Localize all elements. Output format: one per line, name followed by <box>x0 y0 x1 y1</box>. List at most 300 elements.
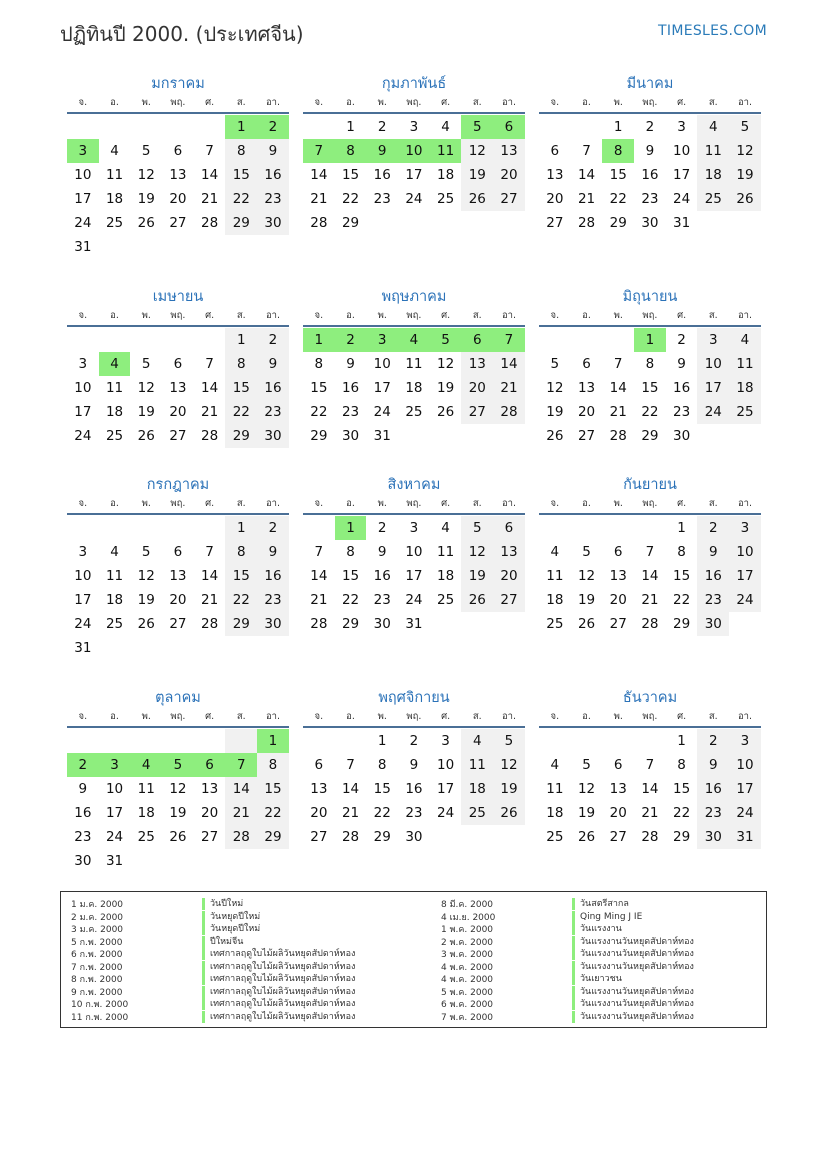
holiday-row <box>71 1011 355 1024</box>
day-cell: 28 <box>310 215 328 231</box>
holiday-date: 2 พ.ค. 2000 <box>441 937 494 948</box>
day-cell: 11 <box>405 356 423 372</box>
weekday-label: จ. <box>550 97 560 108</box>
empty-cell <box>130 115 162 139</box>
day-cell: 31 <box>673 215 691 231</box>
holiday-row <box>441 986 694 999</box>
day-cell: 9 <box>257 352 289 376</box>
empty-cell <box>602 328 634 352</box>
empty-cell <box>67 516 99 540</box>
day-cell: 5 <box>729 115 761 139</box>
day-cell: 15 <box>373 781 391 797</box>
weekday-label: อ. <box>346 711 355 722</box>
day-cell: 15 <box>310 380 328 396</box>
empty-cell <box>99 729 131 753</box>
day-cell: 14 <box>201 380 219 396</box>
day-cell: 30 <box>341 428 360 444</box>
day-cell: 2 <box>257 115 289 139</box>
day-cell: 15 <box>341 167 360 183</box>
weekday-label: ศ. <box>205 711 215 722</box>
day-cell: 31 <box>405 616 423 632</box>
day-cell: 1 <box>613 119 623 135</box>
weekday-label: จ. <box>314 498 324 509</box>
site-link[interactable]: TIMESLES.COM <box>658 23 767 39</box>
day-cell: 23 <box>257 588 289 612</box>
holiday-row <box>71 961 355 974</box>
day-cell: 22 <box>341 592 360 608</box>
day-cell: 20 <box>493 163 525 187</box>
empty-cell <box>162 636 194 660</box>
empty-cell <box>430 424 462 448</box>
day-cell: 8 <box>645 356 655 372</box>
day-cell: 28 <box>641 616 659 632</box>
day-cell: 22 <box>641 404 659 420</box>
day-cell: 8 <box>335 139 367 163</box>
day-cell: 5 <box>141 356 151 372</box>
day-cell: 15 <box>641 380 659 396</box>
empty-cell <box>225 235 257 259</box>
empty-cell <box>398 211 430 235</box>
weekday-label: ศ. <box>205 310 215 321</box>
empty-cell <box>130 328 162 352</box>
day-cell: 28 <box>493 400 525 424</box>
day-cell: 3 <box>409 520 419 536</box>
month-name: มกราคม <box>151 76 205 92</box>
day-cell: 23 <box>697 588 729 612</box>
holiday-name: วันปีใหม่ <box>202 898 243 910</box>
day-cell: 3 <box>67 139 99 163</box>
day-cell: 24 <box>697 400 729 424</box>
weekday-label: ศ. <box>677 97 687 108</box>
day-cell: 28 <box>310 616 328 632</box>
empty-cell <box>130 516 162 540</box>
month-block <box>539 473 761 636</box>
day-cell: 26 <box>493 801 525 825</box>
day-cell: 27 <box>461 400 493 424</box>
day-cell: 9 <box>697 753 729 777</box>
day-cell: 8 <box>602 139 634 163</box>
day-cell: 11 <box>546 781 564 797</box>
holiday-row <box>441 973 694 986</box>
day-cell: 17 <box>74 404 92 420</box>
day-cell: 26 <box>577 616 596 632</box>
day-cell: 21 <box>201 404 219 420</box>
month-block <box>539 285 761 448</box>
empty-cell <box>461 825 493 849</box>
day-cell: 7 <box>205 544 214 560</box>
day-cell: 29 <box>341 616 360 632</box>
day-cell: 13 <box>201 781 219 797</box>
month-block <box>303 686 525 849</box>
holiday-name: เทศกาลฤดูใบไม้ผลิวันหยุดสัปดาห์ทอง <box>202 961 355 973</box>
day-cell: 5 <box>461 516 493 540</box>
day-cell: 24 <box>673 191 691 207</box>
weekday-label: ศ. <box>441 498 451 509</box>
month-name: กันยายน <box>623 477 677 493</box>
day-cell: 1 <box>257 729 289 753</box>
day-cell: 7 <box>493 328 525 352</box>
weekday-label: อ. <box>582 711 591 722</box>
weekday-label: อ. <box>346 310 355 321</box>
weekday-label: อา. <box>265 711 280 722</box>
day-cell: 8 <box>225 139 257 163</box>
day-cell: 4 <box>110 143 119 159</box>
day-cell: 7 <box>303 139 335 163</box>
day-cell: 17 <box>697 376 729 400</box>
day-cell: 20 <box>609 805 627 821</box>
holiday-row <box>441 998 694 1011</box>
day-cell: 11 <box>697 139 729 163</box>
day-cell: 8 <box>346 544 355 560</box>
day-cell: 24 <box>74 616 92 632</box>
weekday-label: พฤ. <box>642 711 658 722</box>
day-cell: 26 <box>461 187 493 211</box>
day-cell: 1 <box>225 516 257 540</box>
day-cell: 10 <box>729 753 761 777</box>
empty-cell <box>571 516 603 540</box>
weekday-label: อา. <box>265 498 280 509</box>
empty-cell <box>225 729 257 753</box>
empty-cell <box>539 516 571 540</box>
day-cell: 17 <box>673 167 691 183</box>
day-cell: 22 <box>225 187 257 211</box>
day-cell: 23 <box>673 404 691 420</box>
day-cell: 26 <box>169 829 187 845</box>
day-cell: 18 <box>105 592 124 608</box>
month-name: พฤษภาคม <box>381 289 447 305</box>
holiday-name: วันหยุดปีใหม่ <box>202 911 260 923</box>
day-cell: 7 <box>346 757 355 773</box>
weekday-label: จ. <box>550 498 560 509</box>
day-cell: 31 <box>729 825 761 849</box>
day-cell: 14 <box>641 568 659 584</box>
day-grid <box>539 728 761 849</box>
weekday-label: ศ. <box>677 711 687 722</box>
holiday-date: 9 ก.พ. 2000 <box>71 987 123 998</box>
day-cell: 8 <box>225 540 257 564</box>
day-cell: 4 <box>550 757 560 773</box>
empty-cell <box>539 729 571 753</box>
holiday-name: วันหยุดปีใหม่ <box>202 923 260 935</box>
day-cell: 27 <box>493 187 525 211</box>
day-cell: 24 <box>437 805 455 821</box>
day-cell: 25 <box>437 191 455 207</box>
day-cell: 4 <box>729 328 761 352</box>
day-cell: 1 <box>225 115 257 139</box>
day-cell: 7 <box>205 356 214 372</box>
empty-cell <box>697 424 729 448</box>
empty-cell <box>602 516 634 540</box>
holiday-date: 1 พ.ค. 2000 <box>441 925 494 936</box>
day-cell: 1 <box>303 328 335 352</box>
weekday-label: ศ. <box>441 310 451 321</box>
weekday-label: อ. <box>582 310 591 321</box>
weekday-label: พฤ. <box>170 310 186 321</box>
day-cell: 17 <box>729 777 761 801</box>
weekday-header <box>67 307 289 327</box>
day-cell: 1 <box>225 328 257 352</box>
day-cell: 21 <box>641 805 659 821</box>
weekday-label: พฤ. <box>642 97 658 108</box>
day-cell: 13 <box>577 380 596 396</box>
day-cell: 9 <box>78 781 88 797</box>
weekday-label: อ. <box>582 97 591 108</box>
day-cell: 10 <box>74 167 92 183</box>
day-cell: 24 <box>74 428 92 444</box>
day-cell: 25 <box>105 616 124 632</box>
day-cell: 6 <box>493 516 525 540</box>
day-cell: 12 <box>729 139 761 163</box>
weekday-label: อา. <box>501 711 516 722</box>
month-block <box>539 72 761 235</box>
day-cell: 23 <box>373 592 391 608</box>
day-cell: 4 <box>461 729 493 753</box>
day-cell: 19 <box>493 777 525 801</box>
weekday-label: ส. <box>236 97 246 108</box>
day-cell: 22 <box>373 805 391 821</box>
holiday-row <box>441 923 694 936</box>
empty-cell <box>539 115 571 139</box>
day-cell: 15 <box>341 568 360 584</box>
day-cell: 25 <box>105 428 124 444</box>
day-cell: 7 <box>645 757 655 773</box>
weekday-label: ส. <box>236 310 246 321</box>
day-cell: 27 <box>169 616 187 632</box>
day-cell: 7 <box>645 544 655 560</box>
empty-cell <box>634 729 666 753</box>
day-cell: 28 <box>201 215 219 231</box>
day-cell: 15 <box>257 777 289 801</box>
day-cell: 13 <box>310 781 328 797</box>
day-cell: 18 <box>729 376 761 400</box>
weekday-label: พฤ. <box>406 310 422 321</box>
holiday-row <box>441 936 694 949</box>
day-cell: 20 <box>546 191 564 207</box>
day-cell: 14 <box>225 777 257 801</box>
day-cell: 15 <box>609 167 627 183</box>
day-cell: 26 <box>461 588 493 612</box>
weekday-label: พฤ. <box>642 310 658 321</box>
month-name: มีนาคม <box>626 76 674 92</box>
day-cell: 2 <box>645 119 655 135</box>
day-cell: 19 <box>137 191 155 207</box>
empty-cell <box>99 516 131 540</box>
day-cell: 29 <box>373 829 391 845</box>
day-cell: 14 <box>201 568 219 584</box>
holiday-row <box>441 898 694 911</box>
page-title: ปฏิทินปี 2000. (ประเทศจีน) <box>60 22 304 46</box>
day-cell: 21 <box>225 801 257 825</box>
weekday-label: ศ. <box>441 711 451 722</box>
day-cell: 23 <box>697 801 729 825</box>
weekday-label: ส. <box>708 498 718 509</box>
empty-cell <box>729 211 761 235</box>
holiday-row <box>441 948 694 961</box>
day-cell: 9 <box>346 356 355 372</box>
weekday-label: จ. <box>78 97 88 108</box>
day-cell: 11 <box>729 352 761 376</box>
holiday-date: 5 ก.พ. 2000 <box>71 937 123 948</box>
day-cell: 5 <box>550 356 560 372</box>
weekday-label: จ. <box>550 711 560 722</box>
holiday-row <box>441 1011 694 1024</box>
day-cell: 17 <box>405 167 423 183</box>
day-cell: 9 <box>377 544 387 560</box>
empty-cell <box>162 729 194 753</box>
empty-cell <box>303 115 335 139</box>
weekday-label: พ. <box>141 310 151 321</box>
weekday-header <box>303 94 525 114</box>
day-cell: 6 <box>493 115 525 139</box>
day-grid <box>539 515 761 636</box>
holiday-name: วันเยาวชน <box>572 973 622 985</box>
holiday-row <box>71 998 355 1011</box>
day-cell: 17 <box>373 380 391 396</box>
weekday-label: ส. <box>708 711 718 722</box>
holiday-list-left <box>71 898 355 1023</box>
weekday-header <box>539 307 761 327</box>
day-cell: 2 <box>409 733 419 749</box>
day-cell: 8 <box>314 356 324 372</box>
day-cell: 22 <box>673 805 691 821</box>
holiday-name: วันแรงงานวันหยุดสัปดาห์ทอง <box>572 961 694 973</box>
day-cell: 12 <box>577 568 596 584</box>
day-cell: 29 <box>310 428 328 444</box>
day-cell: 29 <box>225 211 257 235</box>
day-cell: 5 <box>493 729 525 753</box>
day-cell: 17 <box>105 805 124 821</box>
empty-cell <box>430 612 462 636</box>
weekday-label: อ. <box>110 310 119 321</box>
day-cell: 19 <box>577 592 596 608</box>
day-cell: 29 <box>341 215 360 231</box>
day-cell: 2 <box>257 328 289 352</box>
empty-cell <box>67 729 99 753</box>
day-cell: 13 <box>546 167 564 183</box>
day-cell: 28 <box>577 215 596 231</box>
weekday-label: ส. <box>236 498 246 509</box>
day-cell: 30 <box>257 612 289 636</box>
day-cell: 22 <box>257 801 289 825</box>
day-cell: 24 <box>729 801 761 825</box>
weekday-label: พ. <box>613 97 623 108</box>
day-cell: 2 <box>377 520 387 536</box>
day-cell: 26 <box>437 404 455 420</box>
month-block <box>303 285 525 448</box>
weekday-header <box>303 307 525 327</box>
day-cell: 31 <box>74 640 92 656</box>
day-grid <box>67 515 289 660</box>
day-cell: 25 <box>437 592 455 608</box>
empty-cell <box>67 328 99 352</box>
day-cell: 10 <box>673 143 691 159</box>
holiday-name: วันแรงงานวันหยุดสัปดาห์ทอง <box>572 936 694 948</box>
weekday-label: จ. <box>550 310 560 321</box>
day-cell: 9 <box>257 540 289 564</box>
day-cell: 21 <box>201 592 219 608</box>
holiday-date: 7 ก.พ. 2000 <box>71 962 123 973</box>
month-name: กรกฎาคม <box>146 477 210 493</box>
empty-cell <box>162 516 194 540</box>
holiday-list-right <box>441 898 694 1023</box>
weekday-label: อา. <box>737 498 752 509</box>
day-cell: 17 <box>405 568 423 584</box>
day-cell: 19 <box>729 163 761 187</box>
day-cell: 25 <box>546 829 564 845</box>
empty-cell <box>366 211 398 235</box>
day-cell: 12 <box>169 781 187 797</box>
holiday-date: 4 เม.ย. 2000 <box>441 912 496 923</box>
holiday-date: 2 ม.ค. 2000 <box>71 912 124 923</box>
day-cell: 5 <box>461 115 493 139</box>
weekday-label: พ. <box>141 498 151 509</box>
day-cell: 27 <box>310 829 328 845</box>
empty-cell <box>225 849 257 873</box>
day-cell: 15 <box>673 568 691 584</box>
day-grid <box>303 327 525 448</box>
weekday-label: ส. <box>708 310 718 321</box>
day-cell: 14 <box>641 781 659 797</box>
day-cell: 29 <box>641 428 659 444</box>
empty-cell <box>571 115 603 139</box>
day-cell: 27 <box>546 215 564 231</box>
weekday-label: อา. <box>501 97 516 108</box>
day-cell: 27 <box>577 428 596 444</box>
weekday-label: อ. <box>110 97 119 108</box>
weekday-label: อา. <box>265 97 280 108</box>
day-cell: 11 <box>105 380 124 396</box>
day-cell: 30 <box>373 616 391 632</box>
day-grid <box>539 114 761 235</box>
day-cell: 16 <box>74 805 92 821</box>
day-cell: 2 <box>335 328 367 352</box>
empty-cell <box>130 636 162 660</box>
day-cell: 13 <box>169 568 187 584</box>
weekday-label: พฤ. <box>406 498 422 509</box>
weekday-label: พ. <box>613 711 623 722</box>
day-cell: 9 <box>677 356 686 372</box>
weekday-label: พ. <box>377 711 387 722</box>
day-cell: 12 <box>137 380 155 396</box>
day-cell: 23 <box>405 805 423 821</box>
day-grid <box>67 114 289 259</box>
day-cell: 20 <box>609 592 627 608</box>
weekday-label: อ. <box>346 97 355 108</box>
day-cell: 13 <box>609 568 627 584</box>
day-cell: 11 <box>461 753 493 777</box>
holiday-name: เทศกาลฤดูใบไม้ผลิวันหยุดสัปดาห์ทอง <box>202 973 355 985</box>
empty-cell <box>430 211 462 235</box>
holiday-name: เทศกาลฤดูใบไม้ผลิวันหยุดสัปดาห์ทอง <box>202 1011 355 1023</box>
day-cell: 5 <box>162 753 194 777</box>
day-cell: 10 <box>405 544 423 560</box>
day-cell: 20 <box>201 805 219 821</box>
day-cell: 24 <box>405 191 423 207</box>
holiday-date: 1 ม.ค. 2000 <box>71 900 124 911</box>
day-cell: 31 <box>74 239 92 255</box>
day-cell: 6 <box>613 757 623 773</box>
empty-cell <box>162 115 194 139</box>
day-cell: 30 <box>74 853 92 869</box>
empty-cell <box>571 729 603 753</box>
day-cell: 22 <box>341 191 360 207</box>
month-name: ตุลาคม <box>155 690 201 706</box>
day-cell: 16 <box>673 380 691 396</box>
day-cell: 26 <box>577 829 596 845</box>
holiday-date: 7 พ.ค. 2000 <box>441 1012 494 1023</box>
day-cell: 10 <box>74 380 92 396</box>
empty-cell <box>571 328 603 352</box>
